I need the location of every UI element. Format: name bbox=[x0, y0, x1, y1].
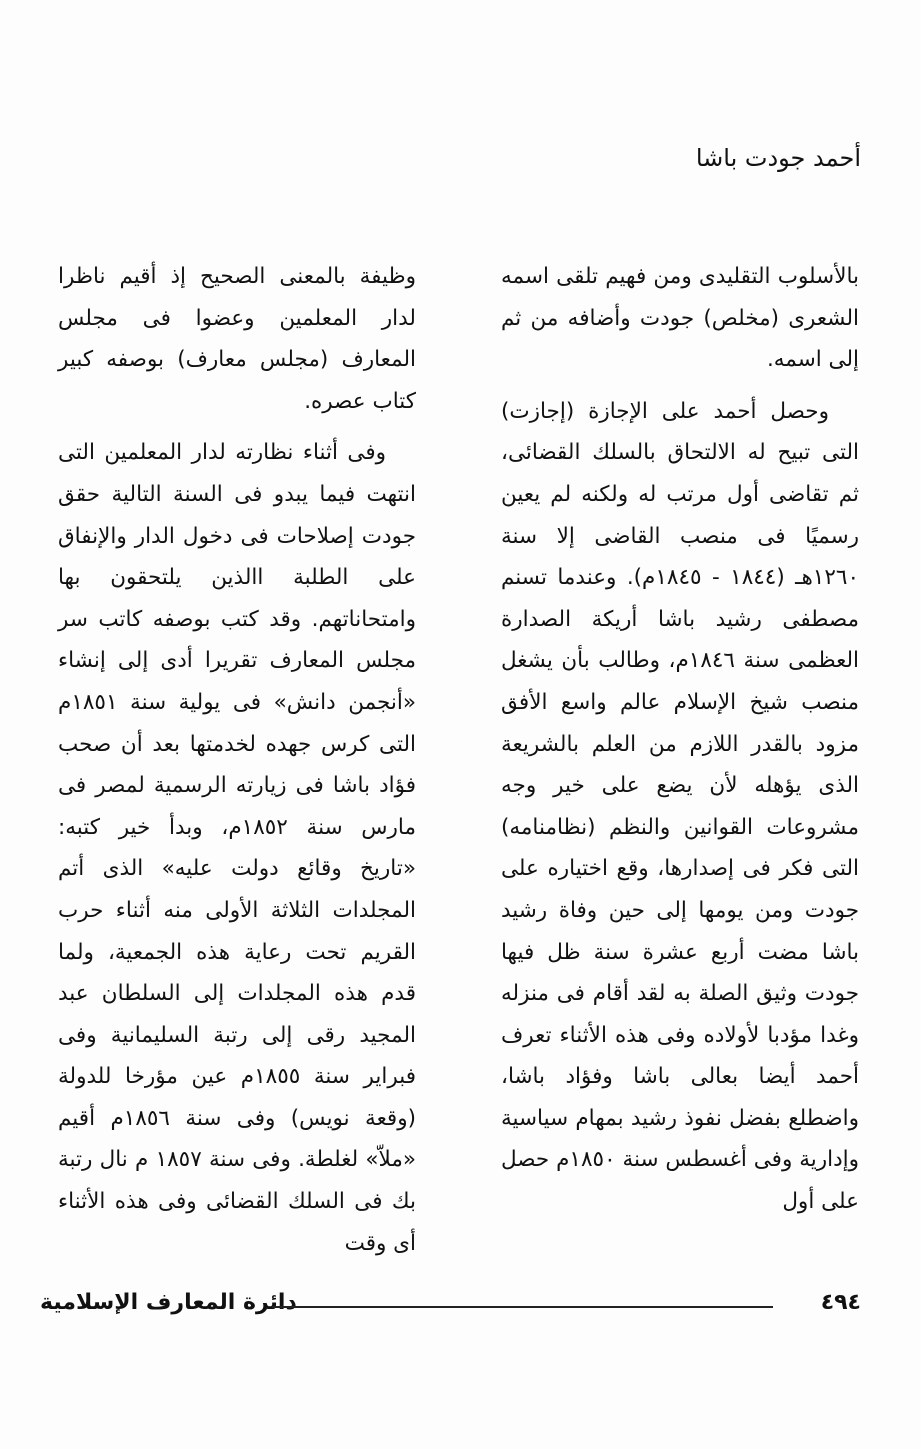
text-column-right bbox=[501, 256, 859, 1223]
paragraph: وفى أثناء نظارته لدار المعلمين التى انتهت فيما يبدو فى السنة التالية حقق جودت إصلاحات فى دخول الدار والإنفاق على الطلبة االذين يلتحقون بها وامتحاناتهم. وقد كتب بوصفه كاتب سر مجلس المعارف تقريرا أدى إلى إنشاء «أنجمن دانش» فى يولية سنة ١٨٥١م التى كرس جهده لخدمتها بعد أن صحب فؤاد باشا فى زيارته الرسمية لمصر فى مارس سنة ١٨٥٢م، وبدأ خير كتبه: «تاريخ وقائع دولت عليه» الذى أتم المجلدات الثلاثة الأولى منه أثناء حرب القريم تحت رعاية هذه الجمعية، ولما قدم هذه المجلدات إلى السلطان عبد المجيد رقى إلى رتبة السليمانية وفى فبراير سنة ١٨٥٥م عين مؤرخا للدولة (وقعة نويس) وفى سنة ١٨٥٦م أقيم «ملاّ» لغلطة. وفى سنة ١٨٥٧ م نال رتبة بك فى السلك القضائى وفى هذه الأثناء أى وقت bbox=[58, 440, 417, 1256]
paragraph: وظيفة بالمعنى الصحيح إذ أقيم ناظرا لدار المعلمين وعضوا فى مجلس المعارف (مجلس معارف) بوصفه كبير كتاب عصره. bbox=[58, 264, 416, 414]
paragraph: بالأسلوب التقليدى ومن فهيم تلقى اسمه الشعرى (مخلص) جودت وأضافه من ثم إلى اسمه. bbox=[501, 264, 859, 373]
paragraph: وحصل أحمد على الإجازة (إجازت) التى تبيح له الالتحاق بالسلك القضائى، ثم تقاضى أول مرتب له ولكنه لم يعين رسميًا فى منصب القاضى إلا سنة ١٢٦٠هـ (١٨٤٤ - ١٨٤٥م). وعندما تسنم مصطفى رشيد باشا أريكة الصدارة العظمى سنة ١٨٤٦م، وطالب بأن يشغل منصب شيخ الإسلام عالم واسع الأفق مزود بالقدر اللازم من العلم بالشريعة الذى يؤهله لأن يضع على خير وجه مشروعات القوانين والنظم (نظامنامه) التى فكر فى إصدارها، وقع اختياره على جودت ومن يومها إلى حين وفاة رشيد باشا مضت أربع عشرة سنة ظل فيها جودت وثيق الصلة به لقد أقام فى منزله وغدا مؤدبا لأولاده وفى هذه الأثناء تعرف أحمد أيضا بعالى باشا وفؤاد باشا، واضطلع بفضل نفوذ رشيد بمهام سياسية وإدارية وفى أغسطس سنة ١٨٥٠م حصل على أول bbox=[501, 398, 859, 1215]
page-number: ٤٩٤ bbox=[820, 1290, 861, 1315]
running-title: أحمد جودت باشا bbox=[695, 144, 861, 172]
publication-title: دائرة المعارف الإسلامية bbox=[40, 1290, 297, 1315]
footer-divider bbox=[272, 1306, 773, 1308]
page-footer bbox=[40, 1286, 861, 1326]
text-column-left bbox=[58, 256, 416, 1264]
